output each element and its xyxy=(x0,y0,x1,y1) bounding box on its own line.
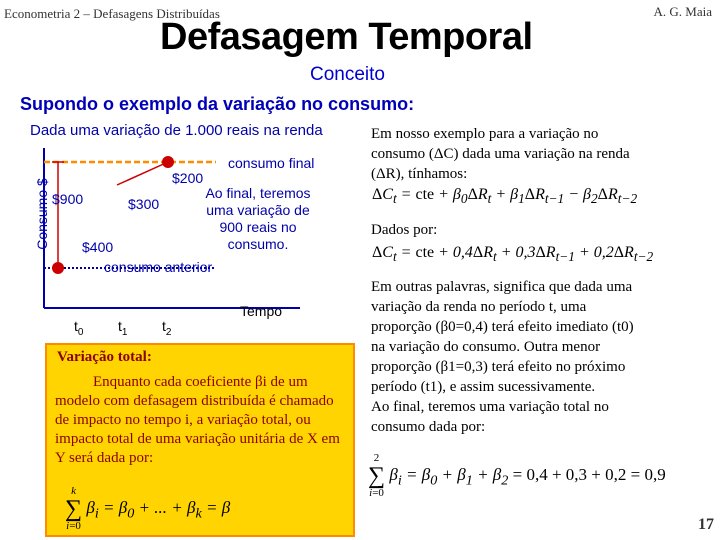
intro-line-3: (ΔR), tínhamos: xyxy=(371,166,468,182)
start-dot xyxy=(52,262,64,274)
explanation-line-8: consumo dada por: xyxy=(371,419,486,435)
explanation-line-4: na variação do consumo. Outra menor xyxy=(371,339,601,355)
label-400: $400 xyxy=(82,239,114,255)
diagram-note-line-3: 900 reais no xyxy=(219,219,297,235)
explanation-line-7: Ao final, teremos uma variação total no xyxy=(371,399,609,415)
tick-t1: $t_1$ xyxy=(118,318,128,338)
tick-t2: $t_2$ xyxy=(162,318,172,338)
connector-line xyxy=(117,162,168,185)
explanation-line-1: Em outras palavras, significa que dada uma xyxy=(371,279,633,295)
tick-t0: $t_0$ xyxy=(74,318,84,338)
diagram-note-line-4: consumo. xyxy=(227,236,289,252)
y-axis-label: Consumo $ xyxy=(34,178,50,250)
explanation-line-2: variação da renda no período t, uma xyxy=(371,299,587,315)
x-axis-label: Tempo xyxy=(240,303,283,319)
explanation-line-6: período (t1), e assim sucessivamente. xyxy=(371,379,596,395)
explanation-line-3: proporção (β0=0,4) terá efeito imediato (t0) xyxy=(371,319,634,335)
intro-line-1: Em nosso exemplo para a variação no xyxy=(371,126,599,142)
model-equation: $\Delta C_t$ = cte + $\beta_0\Delta R_t + \beta_1\Delta R_{t-1} - \beta_2\Delta R_{t-2}$ xyxy=(372,186,638,207)
box-equation: k ∑ i=0 $\beta_i = \beta_0$ + ... + $\beta_k = \beta$ xyxy=(65,485,231,532)
intro-paragraph xyxy=(371,124,716,184)
author-header: A. G. Maia xyxy=(653,4,712,19)
total-equation: 2 ∑ i=0 $\beta_i = \beta_0 + \beta_1 + \beta_2 = 0,4 + 0,3 + 0,2 = 0,9$ xyxy=(368,452,666,499)
estimated-equation: $\Delta C_t$ = cte + $0,4\Delta R_t + 0,3\Delta R_{t-1} + 0,2\Delta R_{t-2}$ xyxy=(372,244,654,265)
slide-title: Defasagem Temporal xyxy=(160,16,533,58)
section-heading: Supondo o exemplo da variação no consumo: xyxy=(20,94,415,114)
box-body: Enquanto cada coeficiente βi de um modelo com defasagem distribuída é chamado de impacto no tempo i, a variação total, ou impacto total de uma variação unitária de X em Y será dada por: xyxy=(55,374,340,466)
diagram-note-line-2: uma variação de xyxy=(206,202,310,218)
label-300: $300 xyxy=(128,196,160,212)
label-consumo-final: consumo final xyxy=(228,155,315,171)
course-header: Econometria 2 – Defasagens Distribuídas xyxy=(4,6,220,21)
box-title: Variação total: xyxy=(57,349,152,365)
label-200: $200 xyxy=(172,170,204,186)
end-dot xyxy=(162,156,174,168)
diagram-note-line-1: Ao final, teremos xyxy=(205,185,311,201)
dados-por-label: Dados por: xyxy=(371,222,438,238)
page-number: 17 xyxy=(698,516,714,533)
label-consumo-anterior: consumo anterior xyxy=(104,259,213,275)
intro-line-2: consumo (ΔC) dada uma variação na renda xyxy=(371,146,630,162)
explanation-paragraph xyxy=(371,277,716,437)
total-variation-box xyxy=(45,343,355,537)
diagram-note xyxy=(188,185,328,253)
label-900: $900 xyxy=(52,191,84,207)
diagram-caption: Dada uma variação de 1.000 reais na renda xyxy=(30,122,323,139)
slide-subtitle: Conceito xyxy=(310,64,385,85)
explanation-line-5: proporção (β1=0,3) terá efeito no próximo xyxy=(371,359,626,375)
